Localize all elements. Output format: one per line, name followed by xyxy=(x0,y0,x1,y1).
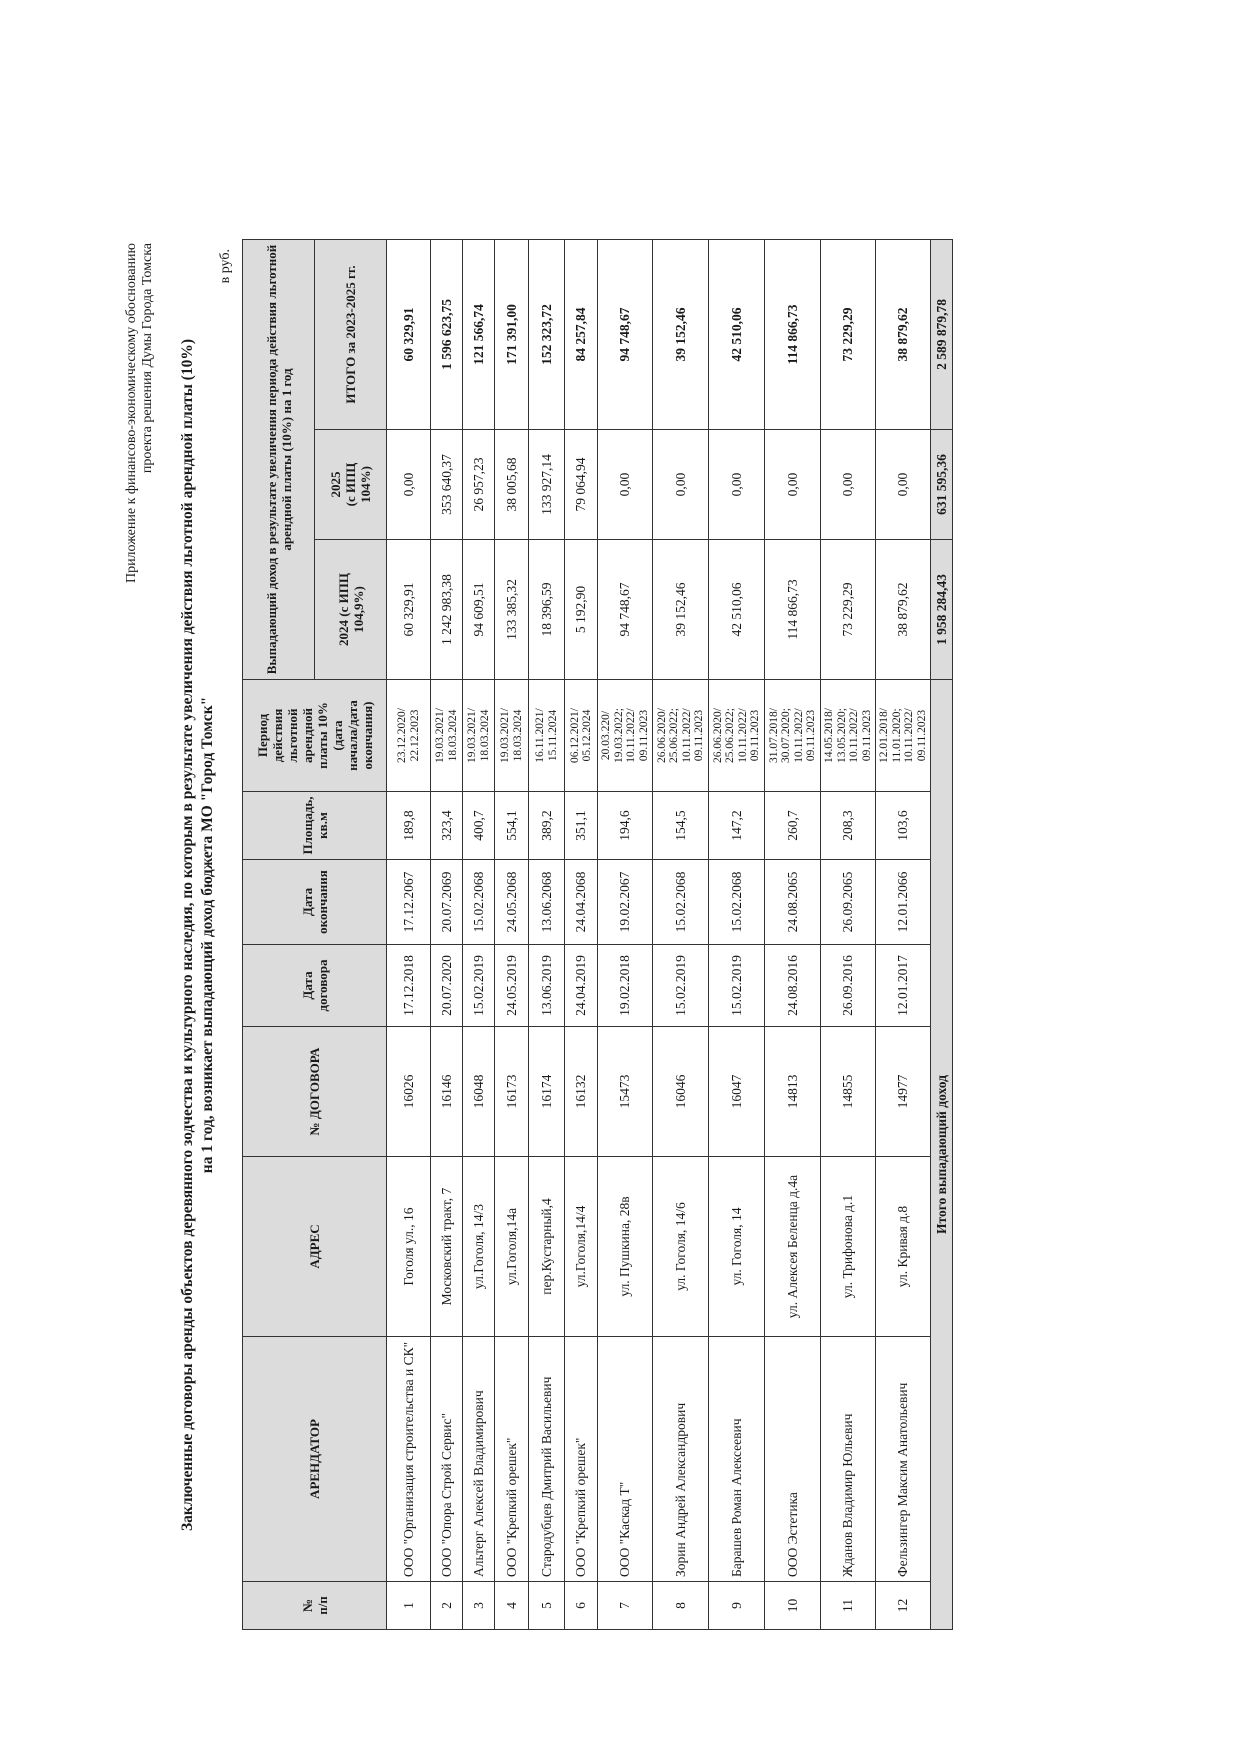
lost-income-2024: 39 152,46 xyxy=(653,540,709,680)
tenant-name: ООО "Организация строительства и СК" xyxy=(387,1337,431,1582)
table-row xyxy=(495,239,529,1629)
area: 389,2 xyxy=(529,792,565,860)
header-date: Дата договора xyxy=(243,945,387,1027)
row-number: 3 xyxy=(463,1582,495,1630)
contract-date: 15.02.2019 xyxy=(709,945,765,1027)
table-row xyxy=(876,239,931,1629)
contract-number: 16048 xyxy=(463,1027,495,1157)
period-line: 19.03.2021/ xyxy=(466,708,478,763)
area: 154,5 xyxy=(653,792,709,860)
row-number: 11 xyxy=(821,1582,876,1630)
address: ул. Кривая д.8 xyxy=(876,1157,931,1337)
period-line: 09.11.2023 xyxy=(693,709,705,762)
period-line: 18.03.2024 xyxy=(511,709,524,762)
period-line: 31.07.2018/ xyxy=(767,708,780,763)
appendix-note xyxy=(124,243,156,583)
area: 323,4 xyxy=(431,792,463,860)
lost-income-2025: 0,00 xyxy=(598,430,653,540)
contract-date: 24.04.2019 xyxy=(565,945,598,1027)
end-date: 15.02.2068 xyxy=(463,860,495,945)
contract-number: 15473 xyxy=(598,1027,653,1157)
row-number: 2 xyxy=(431,1582,463,1630)
address: ул. Гоголя, 14 xyxy=(709,1157,765,1337)
header-address: АДРЕС xyxy=(243,1157,387,1337)
end-date: 20.07.2069 xyxy=(431,860,463,945)
contract-number: 16026 xyxy=(387,1027,431,1157)
total-2023-2025: 38 879,62 xyxy=(876,239,931,429)
table-row xyxy=(821,239,876,1629)
period-line: 19.03.2021/ xyxy=(434,708,446,763)
benefit-period xyxy=(821,680,876,792)
header-contract: № ДОГОВОРА xyxy=(243,1027,387,1157)
end-date: 15.02.2068 xyxy=(653,860,709,945)
benefit-period xyxy=(598,680,653,792)
address: ул. Гоголя, 14/6 xyxy=(653,1157,709,1337)
address: пер.Кустарный,4 xyxy=(529,1157,565,1337)
tenant-name: Фельзингер Максим Анатольевич xyxy=(876,1337,931,1582)
period-line: 09.11.2023 xyxy=(637,709,650,762)
lost-income-2025: 133 927,14 xyxy=(529,430,565,540)
total-2023-2025: 39 152,46 xyxy=(653,239,709,429)
document-title-line2: на 1 год, возникает выпадающий доход бюджета МО "Город Томск" xyxy=(199,696,216,1174)
end-date: 13.06.2068 xyxy=(529,860,565,945)
area: 147,2 xyxy=(709,792,765,860)
lost-income-2024: 38 879,62 xyxy=(876,540,931,680)
period-line: 09.11.2023 xyxy=(805,709,817,762)
table-row xyxy=(387,239,431,1629)
totals-total: 2 589 879,78 xyxy=(931,239,953,429)
contract-number: 16046 xyxy=(653,1027,709,1157)
contract-number: 14977 xyxy=(876,1027,931,1157)
area: 189,8 xyxy=(387,792,431,860)
tenant-name: Жданов Владимир Юльевич xyxy=(821,1337,876,1582)
tenant-name: ООО "Каскад Т" xyxy=(598,1337,653,1582)
table-row xyxy=(565,239,598,1629)
period-line: 25.06.2022; xyxy=(668,708,680,763)
benefit-period xyxy=(709,680,765,792)
tenant-name: Стародубцев Дмитрий Васильевич xyxy=(529,1337,565,1582)
benefit-period xyxy=(565,680,598,792)
period-line: 19.03.2021/ xyxy=(499,708,511,763)
period-line: 09.11.2023 xyxy=(915,709,928,762)
lost-income-2024: 42 510,06 xyxy=(709,540,765,680)
lost-income-2025: 0,00 xyxy=(653,430,709,540)
header-num: № п/п xyxy=(243,1582,387,1630)
period-line: 10.11.2022/ xyxy=(792,708,805,763)
area: 103,6 xyxy=(876,792,931,860)
lost-income-2024: 94 609,51 xyxy=(463,540,495,680)
period-line: 26.06.2020/ xyxy=(655,708,668,763)
address: ул.Гоголя,14а xyxy=(495,1157,529,1337)
rotated-page xyxy=(120,235,1120,1635)
benefit-period xyxy=(431,680,463,792)
period-line: 20.03.220/ xyxy=(600,710,612,761)
end-date: 24.05.2068 xyxy=(495,860,529,945)
contract-number: 16173 xyxy=(495,1027,529,1157)
row-number: 1 xyxy=(387,1582,431,1630)
period-line: 26.06.2020/ xyxy=(711,708,724,763)
benefit-period xyxy=(387,680,431,792)
area: 260,7 xyxy=(765,792,821,860)
contract-number: 14855 xyxy=(821,1027,876,1157)
period-line: 09.11.2023 xyxy=(749,709,761,762)
period-line: 23.12.2020/ xyxy=(396,708,408,763)
period-line: 13.05.2020; xyxy=(835,708,848,763)
table-row xyxy=(653,239,709,1629)
address: Московский тракт, 7 xyxy=(431,1157,463,1337)
address: ул.Гоголя,14/4 xyxy=(565,1157,598,1337)
total-2023-2025: 94 748,67 xyxy=(598,239,653,429)
area: 194,6 xyxy=(598,792,653,860)
address: ул.Гоголя, 14/3 xyxy=(463,1157,495,1337)
benefit-period xyxy=(876,680,931,792)
header-lost-income-group: Выпадающий доход в результате увеличения периода действия льготной арендной платы (10%) на 1 год xyxy=(243,239,315,679)
period-line: 10.11.2022/ xyxy=(848,708,860,763)
benefit-period xyxy=(463,680,495,792)
tenant-name: ООО "Крепкий орешек" xyxy=(565,1337,598,1582)
contracts-table-body xyxy=(387,239,931,1629)
benefit-period xyxy=(653,680,709,792)
period-line: 16.11.2021/ xyxy=(534,708,546,763)
header-end-date: Дата окончания xyxy=(243,860,387,945)
contract-number: 16174 xyxy=(529,1027,565,1157)
contract-date: 13.06.2019 xyxy=(529,945,565,1027)
lost-income-2024: 60 329,91 xyxy=(387,540,431,680)
contract-date: 20.07.2020 xyxy=(431,945,463,1027)
period-line: 09.11.2023 xyxy=(860,709,873,762)
lost-income-2024: 133 385,32 xyxy=(495,540,529,680)
total-2023-2025: 152 323,72 xyxy=(529,239,565,429)
document-title-line1: Заключенные договоры аренды объектов деревянного зодчества и культурного наследия, по которым в результате увеличения действия льготной арендной платы (10%) xyxy=(179,339,196,1531)
lost-income-2025: 79 064,94 xyxy=(565,430,598,540)
total-2023-2025: 171 391,00 xyxy=(495,239,529,429)
period-line: 18.03.2024 xyxy=(446,709,459,762)
contract-date: 26.09.2016 xyxy=(821,945,876,1027)
address: Гоголя ул., 16 xyxy=(387,1157,431,1337)
lost-income-2025: 38 005,68 xyxy=(495,430,529,540)
address: ул. Алексея Беленца д.4а xyxy=(765,1157,821,1337)
document-title xyxy=(178,255,218,1615)
tenant-name: ООО "Опора Строй Сервис" xyxy=(431,1337,463,1582)
row-number: 12 xyxy=(876,1582,931,1630)
period-line: 30.07.2020; xyxy=(780,708,792,763)
period-line: 14.05.2018/ xyxy=(823,708,835,763)
end-date: 12.01.2066 xyxy=(876,860,931,945)
contract-date: 24.05.2019 xyxy=(495,945,529,1027)
appendix-note-line1: Приложение к финансово-экономическому обоснованию xyxy=(124,243,139,584)
row-number: 8 xyxy=(653,1582,709,1630)
total-2023-2025: 42 510,06 xyxy=(709,239,765,429)
period-line: 22.12.2023 xyxy=(408,709,421,762)
period-line: 05.12.2024 xyxy=(581,709,593,762)
area: 208,3 xyxy=(821,792,876,860)
address: ул. Трифонова д.1 xyxy=(821,1157,876,1337)
contract-date: 15.02.2019 xyxy=(463,945,495,1027)
contract-number: 14813 xyxy=(765,1027,821,1157)
period-line: 10.11.2022/ xyxy=(903,708,915,763)
benefit-period xyxy=(529,680,565,792)
contract-number: 16146 xyxy=(431,1027,463,1157)
lost-income-2025: 0,00 xyxy=(821,430,876,540)
benefit-period xyxy=(765,680,821,792)
contract-date: 15.02.2019 xyxy=(653,945,709,1027)
header-2025: 2025 (с ИПЦ 104%) xyxy=(315,430,387,540)
appendix-note-line2: проекта решения Думы Города Томска xyxy=(140,243,155,474)
contract-date: 17.12.2018 xyxy=(387,945,431,1027)
row-number: 9 xyxy=(709,1582,765,1630)
total-2023-2025: 73 229,29 xyxy=(821,239,876,429)
total-2023-2025: 84 257,84 xyxy=(565,239,598,429)
lost-income-2024: 18 396,59 xyxy=(529,540,565,680)
lost-income-2024: 5 192,90 xyxy=(565,540,598,680)
lost-income-2024: 114 866,73 xyxy=(765,540,821,680)
period-line: 12.01.2018/ xyxy=(878,708,890,763)
contract-number: 16132 xyxy=(565,1027,598,1157)
lost-income-2025: 0,00 xyxy=(709,430,765,540)
row-number: 10 xyxy=(765,1582,821,1630)
total-2023-2025: 121 566,74 xyxy=(463,239,495,429)
period-line: 10.11.2022/ xyxy=(736,708,749,763)
period-line: 25.06.2022; xyxy=(724,708,736,763)
end-date: 19.02.2067 xyxy=(598,860,653,945)
contract-date: 24.08.2016 xyxy=(765,945,821,1027)
total-2023-2025: 60 329,91 xyxy=(387,239,431,429)
currency-unit: в руб. xyxy=(218,249,233,284)
end-date: 26.09.2065 xyxy=(821,860,876,945)
header-area: Площадь, кв.м xyxy=(243,792,387,860)
lost-income-2025: 353 640,37 xyxy=(431,430,463,540)
contract-number: 16047 xyxy=(709,1027,765,1157)
header-period: Период действия льготной арендной платы 10% (дата начала/дата окончания) xyxy=(243,680,387,792)
table-row xyxy=(598,239,653,1629)
lost-income-2025: 0,00 xyxy=(765,430,821,540)
totals-label: Итого выпадающий доход xyxy=(931,680,953,1630)
total-2023-2025: 114 866,73 xyxy=(765,239,821,429)
table-row xyxy=(431,239,463,1629)
area: 554,1 xyxy=(495,792,529,860)
header-2024: 2024 (с ИПЦ 104,9%) xyxy=(315,540,387,680)
tenant-name: Альтерг Алексей Владимирович xyxy=(463,1337,495,1582)
tenant-name: ООО "Крепкий орешек" xyxy=(495,1337,529,1582)
row-number: 4 xyxy=(495,1582,529,1630)
lost-income-2024: 1 242 983,38 xyxy=(431,540,463,680)
period-line: 18.03.2024 xyxy=(478,709,491,762)
lost-income-2025: 0,00 xyxy=(387,430,431,540)
period-line: 19.03.2022; xyxy=(612,708,625,763)
benefit-period xyxy=(495,680,529,792)
contracts-table xyxy=(242,239,953,1630)
tenant-name: Барашев Роман Алексеевич xyxy=(709,1337,765,1582)
period-line: 10.11.2022/ xyxy=(680,708,693,763)
contract-date: 12.01.2017 xyxy=(876,945,931,1027)
row-number: 7 xyxy=(598,1582,653,1630)
end-date: 15.02.2068 xyxy=(709,860,765,945)
totals-row xyxy=(931,239,953,1629)
table-row xyxy=(709,239,765,1629)
tenant-name: ООО Эстетика xyxy=(765,1337,821,1582)
row-number: 5 xyxy=(529,1582,565,1630)
row-number: 6 xyxy=(565,1582,598,1630)
end-date: 24.04.2068 xyxy=(565,860,598,945)
tenant-name: Зорин Андрей Александрович xyxy=(653,1337,709,1582)
totals-2024: 1 958 284,43 xyxy=(931,540,953,680)
lost-income-2025: 0,00 xyxy=(876,430,931,540)
lost-income-2024: 94 748,67 xyxy=(598,540,653,680)
period-line: 10.11.2022/ xyxy=(625,708,637,763)
header-tenant: АРЕНДАТОР xyxy=(243,1337,387,1582)
address: ул. Пушкина, 28в xyxy=(598,1157,653,1337)
period-line: 15.11.2024 xyxy=(546,709,559,762)
total-2023-2025: 1 596 623,75 xyxy=(431,239,463,429)
lost-income-2024: 73 229,29 xyxy=(821,540,876,680)
totals-2025: 631 595,36 xyxy=(931,430,953,540)
period-line: 06.12.2021/ xyxy=(568,708,581,763)
table-row xyxy=(765,239,821,1629)
end-date: 24.08.2065 xyxy=(765,860,821,945)
table-row xyxy=(463,239,495,1629)
header-row-1 xyxy=(243,239,315,1629)
header-total: ИТОГО за 2023-2025 гг. xyxy=(315,239,387,429)
contract-date: 19.02.2018 xyxy=(598,945,653,1027)
end-date: 17.12.2067 xyxy=(387,860,431,945)
period-line: 11.01.2020; xyxy=(890,708,903,763)
area: 400,7 xyxy=(463,792,495,860)
area: 351,1 xyxy=(565,792,598,860)
lost-income-2025: 26 957,23 xyxy=(463,430,495,540)
table-row xyxy=(529,239,565,1629)
